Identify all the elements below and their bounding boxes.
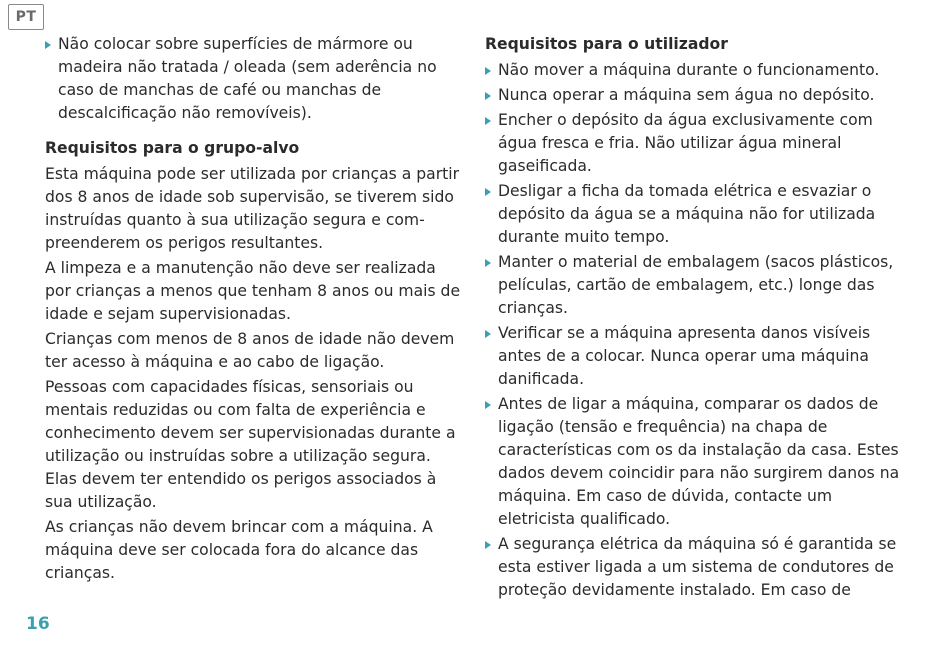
list-item xyxy=(485,84,905,107)
triangle-bullet-icon xyxy=(485,259,491,267)
triangle-bullet-icon xyxy=(485,330,491,338)
triangle-bullet-icon xyxy=(485,117,491,125)
list-item xyxy=(485,322,905,391)
left-bullet-list xyxy=(45,33,465,125)
list-item xyxy=(485,533,905,602)
right-bullet-list xyxy=(485,59,905,602)
triangle-bullet-icon xyxy=(485,401,491,409)
triangle-bullet-icon xyxy=(485,67,491,75)
paragraph: A limpeza e a manutenção não deve ser realizada por crianças a menos que tenham 8 anos ou mais de idade e sejam supervisionadas. xyxy=(45,259,461,323)
triangle-bullet-icon xyxy=(485,541,491,549)
list-item xyxy=(485,59,905,82)
section-heading-target-group: Requisitos para o grupo-alvo xyxy=(45,139,300,157)
list-item-text: Não colocar sobre superfícies de mármore ou madeira não tratada / oleada (sem aderência no caso de manchas de café ou manchas de descalcificação não removíveis). xyxy=(58,35,437,122)
list-item xyxy=(485,251,905,320)
list-item-text: Manter o material de embalagem (sacos plásticos, películas, cartão de embalagem, etc.) longe das crianças. xyxy=(498,253,894,317)
list-item-text: Desligar a ficha da tomada elétrica e esvaziar o depósito da água se a máquina não for utilizada durante muito tempo. xyxy=(498,182,876,246)
triangle-bullet-icon xyxy=(485,92,491,100)
paragraph: As crianças não devem brincar com a máquina. A máquina deve ser colocada fora do alcance das crianças. xyxy=(45,518,433,582)
left-column xyxy=(45,33,465,587)
list-item xyxy=(485,393,905,531)
page-number: 16 xyxy=(26,614,50,634)
list-item xyxy=(45,33,465,125)
list-item-text: Encher o depósito da água exclusivamente com água fresca e fria. Não utilizar água mineral gaseificada. xyxy=(498,111,873,175)
triangle-bullet-icon xyxy=(45,41,51,49)
list-item-text: Antes de ligar a máquina, comparar os dados de ligação (tensão e frequência) na chapa de características com os da instalação da casa. Estes dados devem coincidir para não surgirem danos na máquina. Em caso de dúvida, contacte um eletricista qualificado. xyxy=(498,395,900,528)
list-item xyxy=(485,109,905,178)
list-item-text: Não mover a máquina durante o funcionamento. xyxy=(498,61,880,79)
list-item-text: Verificar se a máquina apresenta danos visíveis antes de a colocar. Nunca operar uma máquina danificada. xyxy=(498,324,871,388)
list-item xyxy=(485,180,905,249)
paragraph: Esta máquina pode ser utilizada por crianças a partir dos 8 anos de idade sob supervisão, se tiverem sido instruídas quanto à sua utilização segura e compreenderem os perigos resultantes. xyxy=(45,165,459,252)
section-heading-user: Requisitos para o utilizador xyxy=(485,35,728,53)
language-badge: PT xyxy=(8,4,44,30)
list-item-text: A segurança elétrica da máquina só é garantida se esta estiver ligada a um sistema de condutores de proteção devidamente instalado. Em caso de xyxy=(498,535,897,599)
right-column xyxy=(485,33,905,604)
list-item-text: Nunca operar a máquina sem água no depósito. xyxy=(498,86,875,104)
triangle-bullet-icon xyxy=(485,188,491,196)
paragraph: Crianças com menos de 8 anos de idade não devem ter acesso à máquina e ao cabo de ligação. xyxy=(45,330,455,371)
paragraph: Pessoas com capacidades físicas, sensoriais ou mentais reduzidas ou com falta de experiência e conhecimento devem ser supervisionadas durante a utilização ou instruídas sobre a utilização segura. Elas devem ter entendido os perigos associados à sua utilização. xyxy=(45,378,456,511)
